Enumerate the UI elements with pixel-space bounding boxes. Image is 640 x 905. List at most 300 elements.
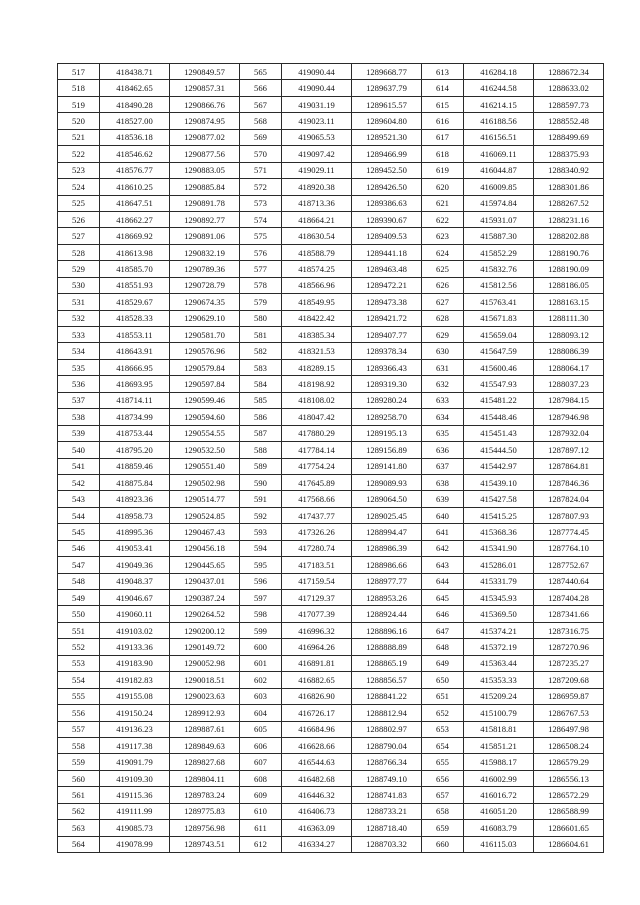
point-number-cell: 544 bbox=[58, 507, 100, 523]
y-coordinate-cell: 1290200.12 bbox=[170, 622, 240, 638]
point-number-cell: 553 bbox=[58, 655, 100, 671]
point-number-cell: 565 bbox=[240, 64, 282, 80]
x-coordinate-cell: 418734.99 bbox=[100, 409, 170, 425]
point-number-cell: 557 bbox=[58, 721, 100, 737]
x-coordinate-cell: 415374.21 bbox=[464, 622, 534, 638]
x-coordinate-cell: 419029.11 bbox=[282, 162, 352, 178]
point-number-cell: 531 bbox=[58, 294, 100, 310]
x-coordinate-cell: 415368.36 bbox=[464, 524, 534, 540]
x-coordinate-cell: 416334.27 bbox=[282, 836, 352, 852]
point-number-cell: 628 bbox=[422, 310, 464, 326]
x-coordinate-cell: 415100.79 bbox=[464, 705, 534, 721]
point-number-cell: 551 bbox=[58, 622, 100, 638]
y-coordinate-cell: 1290597.84 bbox=[170, 376, 240, 392]
point-number-cell: 639 bbox=[422, 491, 464, 507]
point-number-cell: 522 bbox=[58, 146, 100, 162]
table-row bbox=[58, 228, 604, 244]
y-coordinate-cell: 1286767.53 bbox=[534, 705, 604, 721]
y-coordinate-cell: 1290018.51 bbox=[170, 672, 240, 688]
x-coordinate-cell: 416244.58 bbox=[464, 80, 534, 96]
y-coordinate-cell: 1286556.13 bbox=[534, 770, 604, 786]
y-coordinate-cell: 1288924.44 bbox=[352, 606, 422, 622]
x-coordinate-cell: 415887.30 bbox=[464, 228, 534, 244]
point-number-cell: 642 bbox=[422, 540, 464, 556]
y-coordinate-cell: 1289409.53 bbox=[352, 228, 422, 244]
point-number-cell: 525 bbox=[58, 195, 100, 211]
x-coordinate-cell: 419155.08 bbox=[100, 688, 170, 704]
y-coordinate-cell: 1288340.92 bbox=[534, 162, 604, 178]
point-number-cell: 657 bbox=[422, 787, 464, 803]
x-coordinate-cell: 417159.54 bbox=[282, 573, 352, 589]
x-coordinate-cell: 415671.83 bbox=[464, 310, 534, 326]
point-number-cell: 562 bbox=[58, 803, 100, 819]
point-number-cell: 612 bbox=[240, 836, 282, 852]
x-coordinate-cell: 416684.96 bbox=[282, 721, 352, 737]
point-number-cell: 585 bbox=[240, 392, 282, 408]
point-number-cell: 589 bbox=[240, 458, 282, 474]
point-number-cell: 605 bbox=[240, 721, 282, 737]
y-coordinate-cell: 1288597.73 bbox=[534, 96, 604, 112]
x-coordinate-cell: 419053.41 bbox=[100, 540, 170, 556]
x-coordinate-cell: 418923.36 bbox=[100, 491, 170, 507]
y-coordinate-cell: 1289849.63 bbox=[170, 737, 240, 753]
point-number-cell: 610 bbox=[240, 803, 282, 819]
y-coordinate-cell: 1288718.40 bbox=[352, 820, 422, 836]
x-coordinate-cell: 418549.95 bbox=[282, 294, 352, 310]
point-number-cell: 615 bbox=[422, 96, 464, 112]
point-number-cell: 570 bbox=[240, 146, 282, 162]
y-coordinate-cell: 1288749.10 bbox=[352, 770, 422, 786]
point-number-cell: 647 bbox=[422, 622, 464, 638]
y-coordinate-cell: 1288865.19 bbox=[352, 655, 422, 671]
point-number-cell: 654 bbox=[422, 737, 464, 753]
y-coordinate-cell: 1288802.97 bbox=[352, 721, 422, 737]
point-number-cell: 530 bbox=[58, 277, 100, 293]
point-number-cell: 597 bbox=[240, 590, 282, 606]
x-coordinate-cell: 416083.79 bbox=[464, 820, 534, 836]
table-row bbox=[58, 803, 604, 819]
x-coordinate-cell: 416051.20 bbox=[464, 803, 534, 819]
x-coordinate-cell: 415659.04 bbox=[464, 327, 534, 343]
x-coordinate-cell: 419090.44 bbox=[282, 64, 352, 80]
y-coordinate-cell: 1289466.99 bbox=[352, 146, 422, 162]
x-coordinate-cell: 416214.15 bbox=[464, 96, 534, 112]
x-coordinate-cell: 416156.51 bbox=[464, 129, 534, 145]
point-number-cell: 629 bbox=[422, 327, 464, 343]
y-coordinate-cell: 1288633.02 bbox=[534, 80, 604, 96]
x-coordinate-cell: 418289.15 bbox=[282, 359, 352, 375]
y-coordinate-cell: 1288301.86 bbox=[534, 179, 604, 195]
x-coordinate-cell: 419091.79 bbox=[100, 754, 170, 770]
y-coordinate-cell: 1288896.16 bbox=[352, 622, 422, 638]
point-number-cell: 528 bbox=[58, 244, 100, 260]
point-number-cell: 592 bbox=[240, 507, 282, 523]
x-coordinate-cell: 416891.81 bbox=[282, 655, 352, 671]
x-coordinate-cell: 418529.67 bbox=[100, 294, 170, 310]
x-coordinate-cell: 419115.36 bbox=[100, 787, 170, 803]
y-coordinate-cell: 1287932.04 bbox=[534, 425, 604, 441]
y-coordinate-cell: 1288672.34 bbox=[534, 64, 604, 80]
point-number-cell: 604 bbox=[240, 705, 282, 721]
point-number-cell: 627 bbox=[422, 294, 464, 310]
point-number-cell: 625 bbox=[422, 261, 464, 277]
y-coordinate-cell: 1289521.30 bbox=[352, 129, 422, 145]
y-coordinate-cell: 1287235.27 bbox=[534, 655, 604, 671]
point-number-cell: 543 bbox=[58, 491, 100, 507]
y-coordinate-cell: 1288111.30 bbox=[534, 310, 604, 326]
x-coordinate-cell: 416069.11 bbox=[464, 146, 534, 162]
point-number-cell: 609 bbox=[240, 787, 282, 803]
x-coordinate-cell: 418527.00 bbox=[100, 113, 170, 129]
x-coordinate-cell: 418693.95 bbox=[100, 376, 170, 392]
x-coordinate-cell: 415345.93 bbox=[464, 590, 534, 606]
point-number-cell: 546 bbox=[58, 540, 100, 556]
y-coordinate-cell: 1290857.31 bbox=[170, 80, 240, 96]
y-coordinate-cell: 1290866.76 bbox=[170, 96, 240, 112]
y-coordinate-cell: 1290524.85 bbox=[170, 507, 240, 523]
point-number-cell: 576 bbox=[240, 244, 282, 260]
y-coordinate-cell: 1289156.89 bbox=[352, 442, 422, 458]
y-coordinate-cell: 1288267.52 bbox=[534, 195, 604, 211]
point-number-cell: 564 bbox=[58, 836, 100, 852]
point-number-cell: 598 bbox=[240, 606, 282, 622]
y-coordinate-cell: 1289775.83 bbox=[170, 803, 240, 819]
x-coordinate-cell: 419133.36 bbox=[100, 639, 170, 655]
point-number-cell: 535 bbox=[58, 359, 100, 375]
table-row bbox=[58, 96, 604, 112]
point-number-cell: 578 bbox=[240, 277, 282, 293]
x-coordinate-cell: 418647.51 bbox=[100, 195, 170, 211]
table-row bbox=[58, 721, 604, 737]
y-coordinate-cell: 1287807.93 bbox=[534, 507, 604, 523]
y-coordinate-cell: 1289025.45 bbox=[352, 507, 422, 523]
x-coordinate-cell: 415600.46 bbox=[464, 359, 534, 375]
table-row bbox=[58, 540, 604, 556]
y-coordinate-cell: 1289604.80 bbox=[352, 113, 422, 129]
x-coordinate-cell: 417754.24 bbox=[282, 458, 352, 474]
point-number-cell: 560 bbox=[58, 770, 100, 786]
point-number-cell: 584 bbox=[240, 376, 282, 392]
x-coordinate-cell: 415647.59 bbox=[464, 343, 534, 359]
y-coordinate-cell: 1288888.89 bbox=[352, 639, 422, 655]
y-coordinate-cell: 1287897.12 bbox=[534, 442, 604, 458]
point-number-cell: 622 bbox=[422, 211, 464, 227]
table-row bbox=[58, 737, 604, 753]
y-coordinate-cell: 1289441.18 bbox=[352, 244, 422, 260]
y-coordinate-cell: 1288086.39 bbox=[534, 343, 604, 359]
y-coordinate-cell: 1290437.01 bbox=[170, 573, 240, 589]
table-row bbox=[58, 327, 604, 343]
point-number-cell: 583 bbox=[240, 359, 282, 375]
x-coordinate-cell: 418958.73 bbox=[100, 507, 170, 523]
y-coordinate-cell: 1290551.40 bbox=[170, 458, 240, 474]
x-coordinate-cell: 418664.21 bbox=[282, 211, 352, 227]
point-number-cell: 542 bbox=[58, 474, 100, 490]
x-coordinate-cell: 415812.56 bbox=[464, 277, 534, 293]
y-coordinate-cell: 1290789.36 bbox=[170, 261, 240, 277]
y-coordinate-cell: 1288812.94 bbox=[352, 705, 422, 721]
point-number-cell: 594 bbox=[240, 540, 282, 556]
point-number-cell: 555 bbox=[58, 688, 100, 704]
y-coordinate-cell: 1290387.24 bbox=[170, 590, 240, 606]
point-number-cell: 536 bbox=[58, 376, 100, 392]
point-number-cell: 613 bbox=[422, 64, 464, 80]
point-number-cell: 547 bbox=[58, 557, 100, 573]
x-coordinate-cell: 417326.26 bbox=[282, 524, 352, 540]
y-coordinate-cell: 1290599.46 bbox=[170, 392, 240, 408]
y-coordinate-cell: 1289452.50 bbox=[352, 162, 422, 178]
point-number-cell: 540 bbox=[58, 442, 100, 458]
y-coordinate-cell: 1290579.84 bbox=[170, 359, 240, 375]
point-number-cell: 586 bbox=[240, 409, 282, 425]
y-coordinate-cell: 1289141.80 bbox=[352, 458, 422, 474]
x-coordinate-cell: 416406.73 bbox=[282, 803, 352, 819]
y-coordinate-cell: 1287984.15 bbox=[534, 392, 604, 408]
y-coordinate-cell: 1289615.57 bbox=[352, 96, 422, 112]
x-coordinate-cell: 419078.99 bbox=[100, 836, 170, 852]
point-number-cell: 548 bbox=[58, 573, 100, 589]
x-coordinate-cell: 417129.37 bbox=[282, 590, 352, 606]
y-coordinate-cell: 1288994.47 bbox=[352, 524, 422, 540]
point-number-cell: 588 bbox=[240, 442, 282, 458]
x-coordinate-cell: 418438.71 bbox=[100, 64, 170, 80]
coordinate-table-body bbox=[58, 64, 604, 853]
x-coordinate-cell: 418528.33 bbox=[100, 310, 170, 326]
x-coordinate-cell: 416016.72 bbox=[464, 787, 534, 803]
x-coordinate-cell: 416964.26 bbox=[282, 639, 352, 655]
point-number-cell: 532 bbox=[58, 310, 100, 326]
point-number-cell: 541 bbox=[58, 458, 100, 474]
x-coordinate-cell: 419090.44 bbox=[282, 80, 352, 96]
y-coordinate-cell: 1288953.26 bbox=[352, 590, 422, 606]
point-number-cell: 587 bbox=[240, 425, 282, 441]
x-coordinate-cell: 415415.25 bbox=[464, 507, 534, 523]
x-coordinate-cell: 418613.98 bbox=[100, 244, 170, 260]
point-number-cell: 602 bbox=[240, 672, 282, 688]
x-coordinate-cell: 418321.53 bbox=[282, 343, 352, 359]
point-number-cell: 648 bbox=[422, 639, 464, 655]
point-number-cell: 574 bbox=[240, 211, 282, 227]
point-number-cell: 660 bbox=[422, 836, 464, 852]
x-coordinate-cell: 417568.66 bbox=[282, 491, 352, 507]
point-number-cell: 593 bbox=[240, 524, 282, 540]
x-coordinate-cell: 419060.11 bbox=[100, 606, 170, 622]
point-number-cell: 596 bbox=[240, 573, 282, 589]
table-row bbox=[58, 606, 604, 622]
point-number-cell: 608 bbox=[240, 770, 282, 786]
point-number-cell: 533 bbox=[58, 327, 100, 343]
table-row bbox=[58, 376, 604, 392]
point-number-cell: 524 bbox=[58, 179, 100, 195]
y-coordinate-cell: 1288093.12 bbox=[534, 327, 604, 343]
x-coordinate-cell: 416363.09 bbox=[282, 820, 352, 836]
table-row bbox=[58, 787, 604, 803]
y-coordinate-cell: 1287209.68 bbox=[534, 672, 604, 688]
point-number-cell: 606 bbox=[240, 737, 282, 753]
table-row bbox=[58, 524, 604, 540]
y-coordinate-cell: 1288190.76 bbox=[534, 244, 604, 260]
table-row bbox=[58, 425, 604, 441]
x-coordinate-cell: 415481.22 bbox=[464, 392, 534, 408]
y-coordinate-cell: 1287316.75 bbox=[534, 622, 604, 638]
x-coordinate-cell: 418585.70 bbox=[100, 261, 170, 277]
point-number-cell: 559 bbox=[58, 754, 100, 770]
x-coordinate-cell: 418920.38 bbox=[282, 179, 352, 195]
y-coordinate-cell: 1290874.95 bbox=[170, 113, 240, 129]
x-coordinate-cell: 417183.51 bbox=[282, 557, 352, 573]
x-coordinate-cell: 415427.58 bbox=[464, 491, 534, 507]
x-coordinate-cell: 418551.93 bbox=[100, 277, 170, 293]
y-coordinate-cell: 1286601.65 bbox=[534, 820, 604, 836]
y-coordinate-cell: 1290445.65 bbox=[170, 557, 240, 573]
x-coordinate-cell: 415974.84 bbox=[464, 195, 534, 211]
point-number-cell: 526 bbox=[58, 211, 100, 227]
y-coordinate-cell: 1289472.21 bbox=[352, 277, 422, 293]
y-coordinate-cell: 1288375.93 bbox=[534, 146, 604, 162]
point-number-cell: 659 bbox=[422, 820, 464, 836]
y-coordinate-cell: 1290883.05 bbox=[170, 162, 240, 178]
y-coordinate-cell: 1288841.22 bbox=[352, 688, 422, 704]
x-coordinate-cell: 419111.99 bbox=[100, 803, 170, 819]
table-row bbox=[58, 392, 604, 408]
point-number-cell: 646 bbox=[422, 606, 464, 622]
table-row bbox=[58, 261, 604, 277]
point-number-cell: 567 bbox=[240, 96, 282, 112]
x-coordinate-cell: 418875.84 bbox=[100, 474, 170, 490]
y-coordinate-cell: 1290885.84 bbox=[170, 179, 240, 195]
point-number-cell: 569 bbox=[240, 129, 282, 145]
x-coordinate-cell: 417077.39 bbox=[282, 606, 352, 622]
x-coordinate-cell: 415341.90 bbox=[464, 540, 534, 556]
point-number-cell: 653 bbox=[422, 721, 464, 737]
x-coordinate-cell: 418576.77 bbox=[100, 162, 170, 178]
point-number-cell: 520 bbox=[58, 113, 100, 129]
point-number-cell: 644 bbox=[422, 573, 464, 589]
point-number-cell: 566 bbox=[240, 80, 282, 96]
y-coordinate-cell: 1290514.77 bbox=[170, 491, 240, 507]
y-coordinate-cell: 1290264.52 bbox=[170, 606, 240, 622]
y-coordinate-cell: 1288037.23 bbox=[534, 376, 604, 392]
point-number-cell: 545 bbox=[58, 524, 100, 540]
x-coordinate-cell: 416826.90 bbox=[282, 688, 352, 704]
y-coordinate-cell: 1286579.29 bbox=[534, 754, 604, 770]
y-coordinate-cell: 1290594.60 bbox=[170, 409, 240, 425]
point-number-cell: 635 bbox=[422, 425, 464, 441]
point-number-cell: 582 bbox=[240, 343, 282, 359]
x-coordinate-cell: 415331.79 bbox=[464, 573, 534, 589]
y-coordinate-cell: 1290576.96 bbox=[170, 343, 240, 359]
x-coordinate-cell: 418462.65 bbox=[100, 80, 170, 96]
x-coordinate-cell: 416044.87 bbox=[464, 162, 534, 178]
x-coordinate-cell: 415931.07 bbox=[464, 211, 534, 227]
x-coordinate-cell: 415353.33 bbox=[464, 672, 534, 688]
x-coordinate-cell: 415988.17 bbox=[464, 754, 534, 770]
y-coordinate-cell: 1289064.50 bbox=[352, 491, 422, 507]
y-coordinate-cell: 1287270.96 bbox=[534, 639, 604, 655]
point-number-cell: 552 bbox=[58, 639, 100, 655]
x-coordinate-cell: 418588.79 bbox=[282, 244, 352, 260]
y-coordinate-cell: 1287864.81 bbox=[534, 458, 604, 474]
point-number-cell: 656 bbox=[422, 770, 464, 786]
point-number-cell: 618 bbox=[422, 146, 464, 162]
table-row bbox=[58, 162, 604, 178]
y-coordinate-cell: 1289195.13 bbox=[352, 425, 422, 441]
y-coordinate-cell: 1290877.56 bbox=[170, 146, 240, 162]
x-coordinate-cell: 415852.29 bbox=[464, 244, 534, 260]
x-coordinate-cell: 416482.68 bbox=[282, 770, 352, 786]
y-coordinate-cell: 1288790.04 bbox=[352, 737, 422, 753]
point-number-cell: 571 bbox=[240, 162, 282, 178]
x-coordinate-cell: 418047.42 bbox=[282, 409, 352, 425]
point-number-cell: 529 bbox=[58, 261, 100, 277]
x-coordinate-cell: 418669.92 bbox=[100, 228, 170, 244]
point-number-cell: 620 bbox=[422, 179, 464, 195]
point-number-cell: 607 bbox=[240, 754, 282, 770]
y-coordinate-cell: 1287824.04 bbox=[534, 491, 604, 507]
table-row bbox=[58, 705, 604, 721]
y-coordinate-cell: 1289390.67 bbox=[352, 211, 422, 227]
x-coordinate-cell: 416882.65 bbox=[282, 672, 352, 688]
point-number-cell: 579 bbox=[240, 294, 282, 310]
x-coordinate-cell: 416726.17 bbox=[282, 705, 352, 721]
coordinate-table bbox=[57, 63, 604, 853]
y-coordinate-cell: 1289280.24 bbox=[352, 392, 422, 408]
x-coordinate-cell: 419065.53 bbox=[282, 129, 352, 145]
x-coordinate-cell: 418630.54 bbox=[282, 228, 352, 244]
table-row bbox=[58, 590, 604, 606]
x-coordinate-cell: 418385.34 bbox=[282, 327, 352, 343]
x-coordinate-cell: 417437.77 bbox=[282, 507, 352, 523]
y-coordinate-cell: 1290728.79 bbox=[170, 277, 240, 293]
point-number-cell: 527 bbox=[58, 228, 100, 244]
y-coordinate-cell: 1290832.19 bbox=[170, 244, 240, 260]
x-coordinate-cell: 418546.62 bbox=[100, 146, 170, 162]
y-coordinate-cell: 1290554.55 bbox=[170, 425, 240, 441]
x-coordinate-cell: 419049.36 bbox=[100, 557, 170, 573]
table-row bbox=[58, 655, 604, 671]
point-number-cell: 591 bbox=[240, 491, 282, 507]
y-coordinate-cell: 1290502.98 bbox=[170, 474, 240, 490]
point-number-cell: 652 bbox=[422, 705, 464, 721]
point-number-cell: 558 bbox=[58, 737, 100, 753]
point-number-cell: 575 bbox=[240, 228, 282, 244]
y-coordinate-cell: 1287946.98 bbox=[534, 409, 604, 425]
table-row bbox=[58, 557, 604, 573]
x-coordinate-cell: 415818.81 bbox=[464, 721, 534, 737]
x-coordinate-cell: 418643.91 bbox=[100, 343, 170, 359]
point-number-cell: 600 bbox=[240, 639, 282, 655]
y-coordinate-cell: 1289756.98 bbox=[170, 820, 240, 836]
x-coordinate-cell: 416544.63 bbox=[282, 754, 352, 770]
x-coordinate-cell: 415363.44 bbox=[464, 655, 534, 671]
table-row bbox=[58, 770, 604, 786]
point-number-cell: 634 bbox=[422, 409, 464, 425]
y-coordinate-cell: 1289463.48 bbox=[352, 261, 422, 277]
y-coordinate-cell: 1288499.69 bbox=[534, 129, 604, 145]
table-row bbox=[58, 277, 604, 293]
table-row bbox=[58, 409, 604, 425]
y-coordinate-cell: 1290581.70 bbox=[170, 327, 240, 343]
y-coordinate-cell: 1290849.57 bbox=[170, 64, 240, 80]
y-coordinate-cell: 1290023.63 bbox=[170, 688, 240, 704]
point-number-cell: 572 bbox=[240, 179, 282, 195]
point-number-cell: 539 bbox=[58, 425, 100, 441]
y-coordinate-cell: 1288163.15 bbox=[534, 294, 604, 310]
x-coordinate-cell: 419023.11 bbox=[282, 113, 352, 129]
table-row bbox=[58, 474, 604, 490]
x-coordinate-cell: 417784.14 bbox=[282, 442, 352, 458]
point-number-cell: 556 bbox=[58, 705, 100, 721]
